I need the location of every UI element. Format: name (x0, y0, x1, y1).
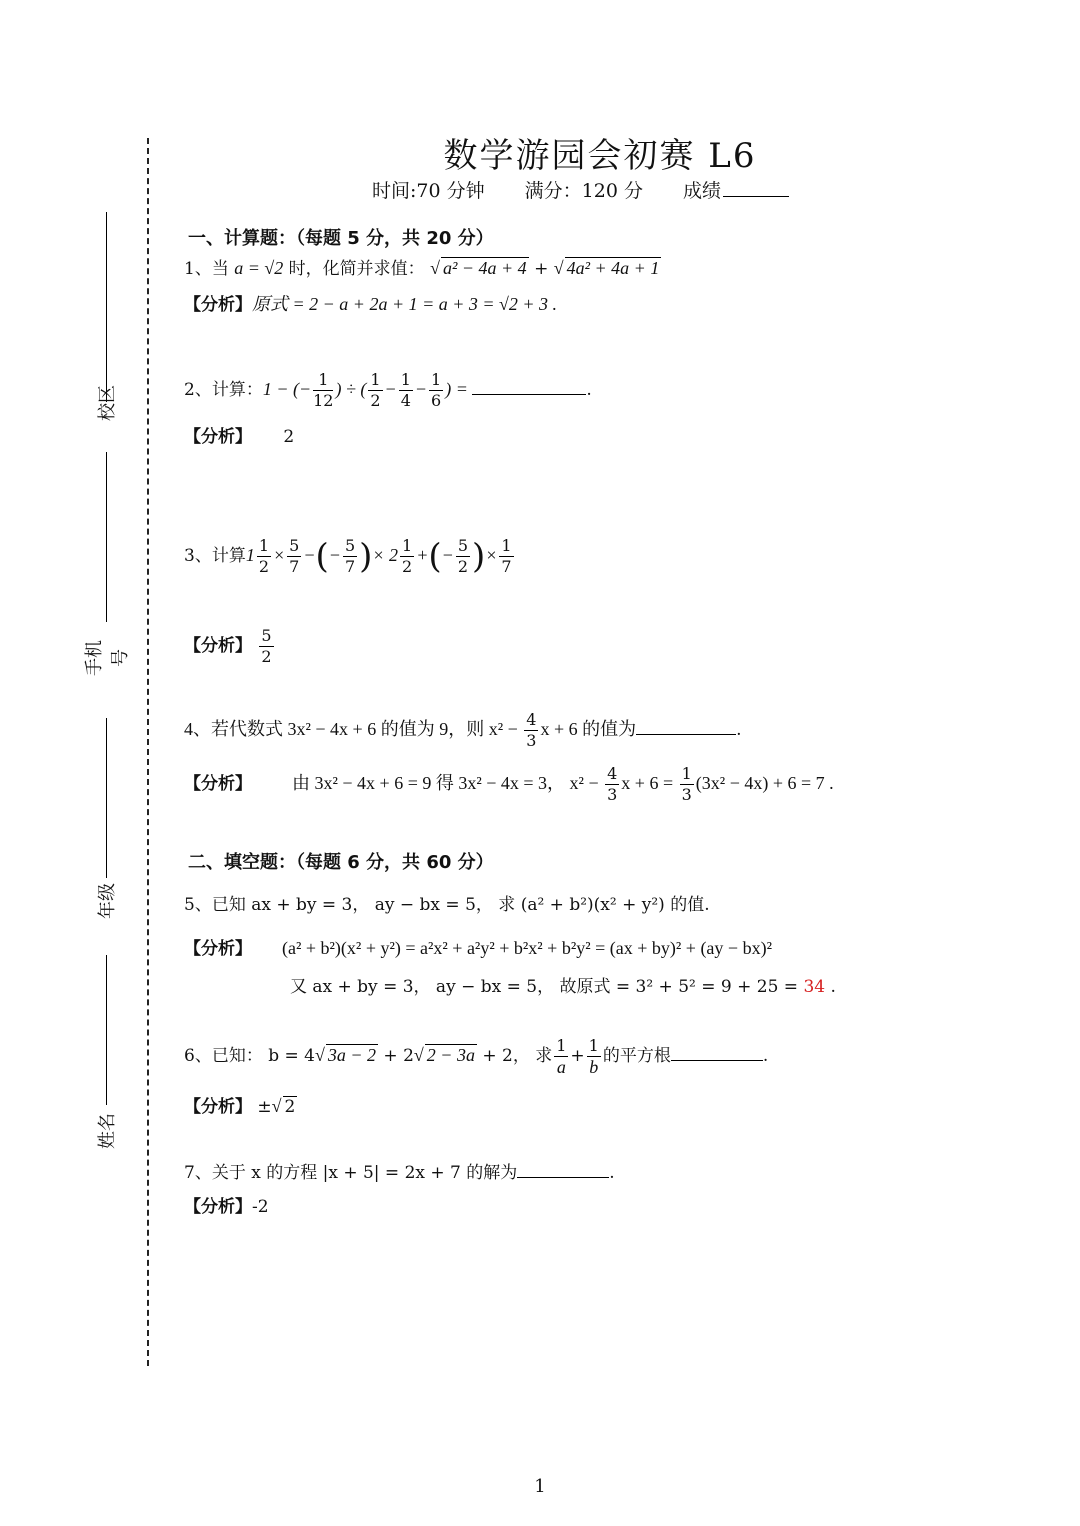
question-6: 6、已知： b = 4√ 3a − 2 + 2√ 2 − 3a + 2， 求 $\frac{1}{a}$ + $\frac{1}{b}$ 的平方根 . (184, 1036, 769, 1077)
grade-label: 年级 (97, 883, 118, 919)
full-score: 满分：120 分 (524, 180, 643, 202)
q1-radicand-2: 4a² + 4a + 1 (566, 258, 660, 278)
q2-answer-blank[interactable] (472, 394, 586, 395)
q7-answer-blank[interactable] (517, 1177, 609, 1178)
binding-dashed-line (147, 138, 149, 1366)
answer-3: 【分析】 $\frac{5}{2}$ (184, 626, 272, 666)
grade-line (106, 718, 107, 878)
answer-5: 【分析】 (a² + b²)(x² + y²) = a²x² + a²y² + b²x² + b²y² = (ax + by)² + (ay − bx)² (184, 938, 772, 959)
campus-label: 校区 (97, 385, 118, 421)
q6-answer-blank[interactable] (671, 1060, 763, 1061)
answer-6: 【分析】 ±√ 2 (184, 1096, 296, 1117)
name-label: 姓名 (97, 1113, 118, 1149)
question-5: 5、已知 ax + by = 3， ay − bx = 5， 求 (a² + b²)(x² + y²) 的值. (184, 895, 710, 915)
exam-info (372, 176, 823, 203)
answer-5-line-2: 又 ax + by = 3， ay − bx = 5， 故原式 = 3² + 5² = 9 + 25 = 34 . (290, 977, 836, 997)
answer-1: 【分析】原式 = 2 − a + 2a + 1 = a + 3 = √2 + 3 . (184, 294, 558, 315)
page-title: 数学游园会初赛 L6 (443, 136, 757, 176)
time-limit: 时间:70 分钟 (372, 180, 485, 202)
question-7: 7、关于 x 的方程 |x + 5| = 2x + 7 的解为 . (184, 1163, 615, 1183)
answer-4: 【分析】 由 3x² − 4x + 6 = 9 得 3x² − 4x = 3， x² − $\frac{4}{3}$ x + 6 = $\frac{1}{3}$ (3x² − 4x) + 6 = 7 . (184, 764, 834, 804)
question-3: 3、计算1 $\frac{1}{2}$ × $\frac{5}{7}$ −(− $\frac{5}{7}$ )× 2 $\frac{1}{2}$ +(− $\frac{5}{2}$ )× $\frac{1}{7}$ (184, 536, 512, 577)
section-2-heading: 二、填空题：（每题 6 分，共 60 分） (188, 852, 494, 873)
q5-result: 34 (803, 977, 826, 997)
question-1: 1、当 a = √2 时，化简并求值： √ a² − 4a + 4 + √ 4a² + 4a + 1 (184, 258, 660, 279)
phone-line (106, 452, 107, 622)
campus-line (106, 212, 107, 402)
question-4: 4、若代数式 3x² − 4x + 6 的值为 9，则 x² − $\frac{4}{3}$ x + 6 的值为 . (184, 710, 742, 750)
question-2: 2、计算：1 − (− $\frac{1}{12}$ ) ÷ ( $\frac{1}{2}$ − $\frac{1}{4}$ − $\frac{1}{6}$ ) = . (184, 370, 592, 410)
page-number: 1 (534, 1476, 546, 1497)
answer-7: 【分析】-2 (184, 1197, 269, 1217)
q1-radicand-1: a² − 4a + 4 (442, 258, 527, 278)
answer-2: 【分析】 2 (184, 427, 295, 447)
score-label: 成绩 (683, 180, 722, 202)
section-1-heading: 一、计算题：（每题 5 分，共 20 分） (188, 228, 494, 249)
q4-answer-blank[interactable] (636, 734, 736, 735)
q1-condition: a = √2 (234, 258, 284, 278)
score-blank[interactable] (723, 196, 789, 197)
phone-label: 手机号 (84, 640, 131, 676)
name-line (106, 955, 107, 1105)
